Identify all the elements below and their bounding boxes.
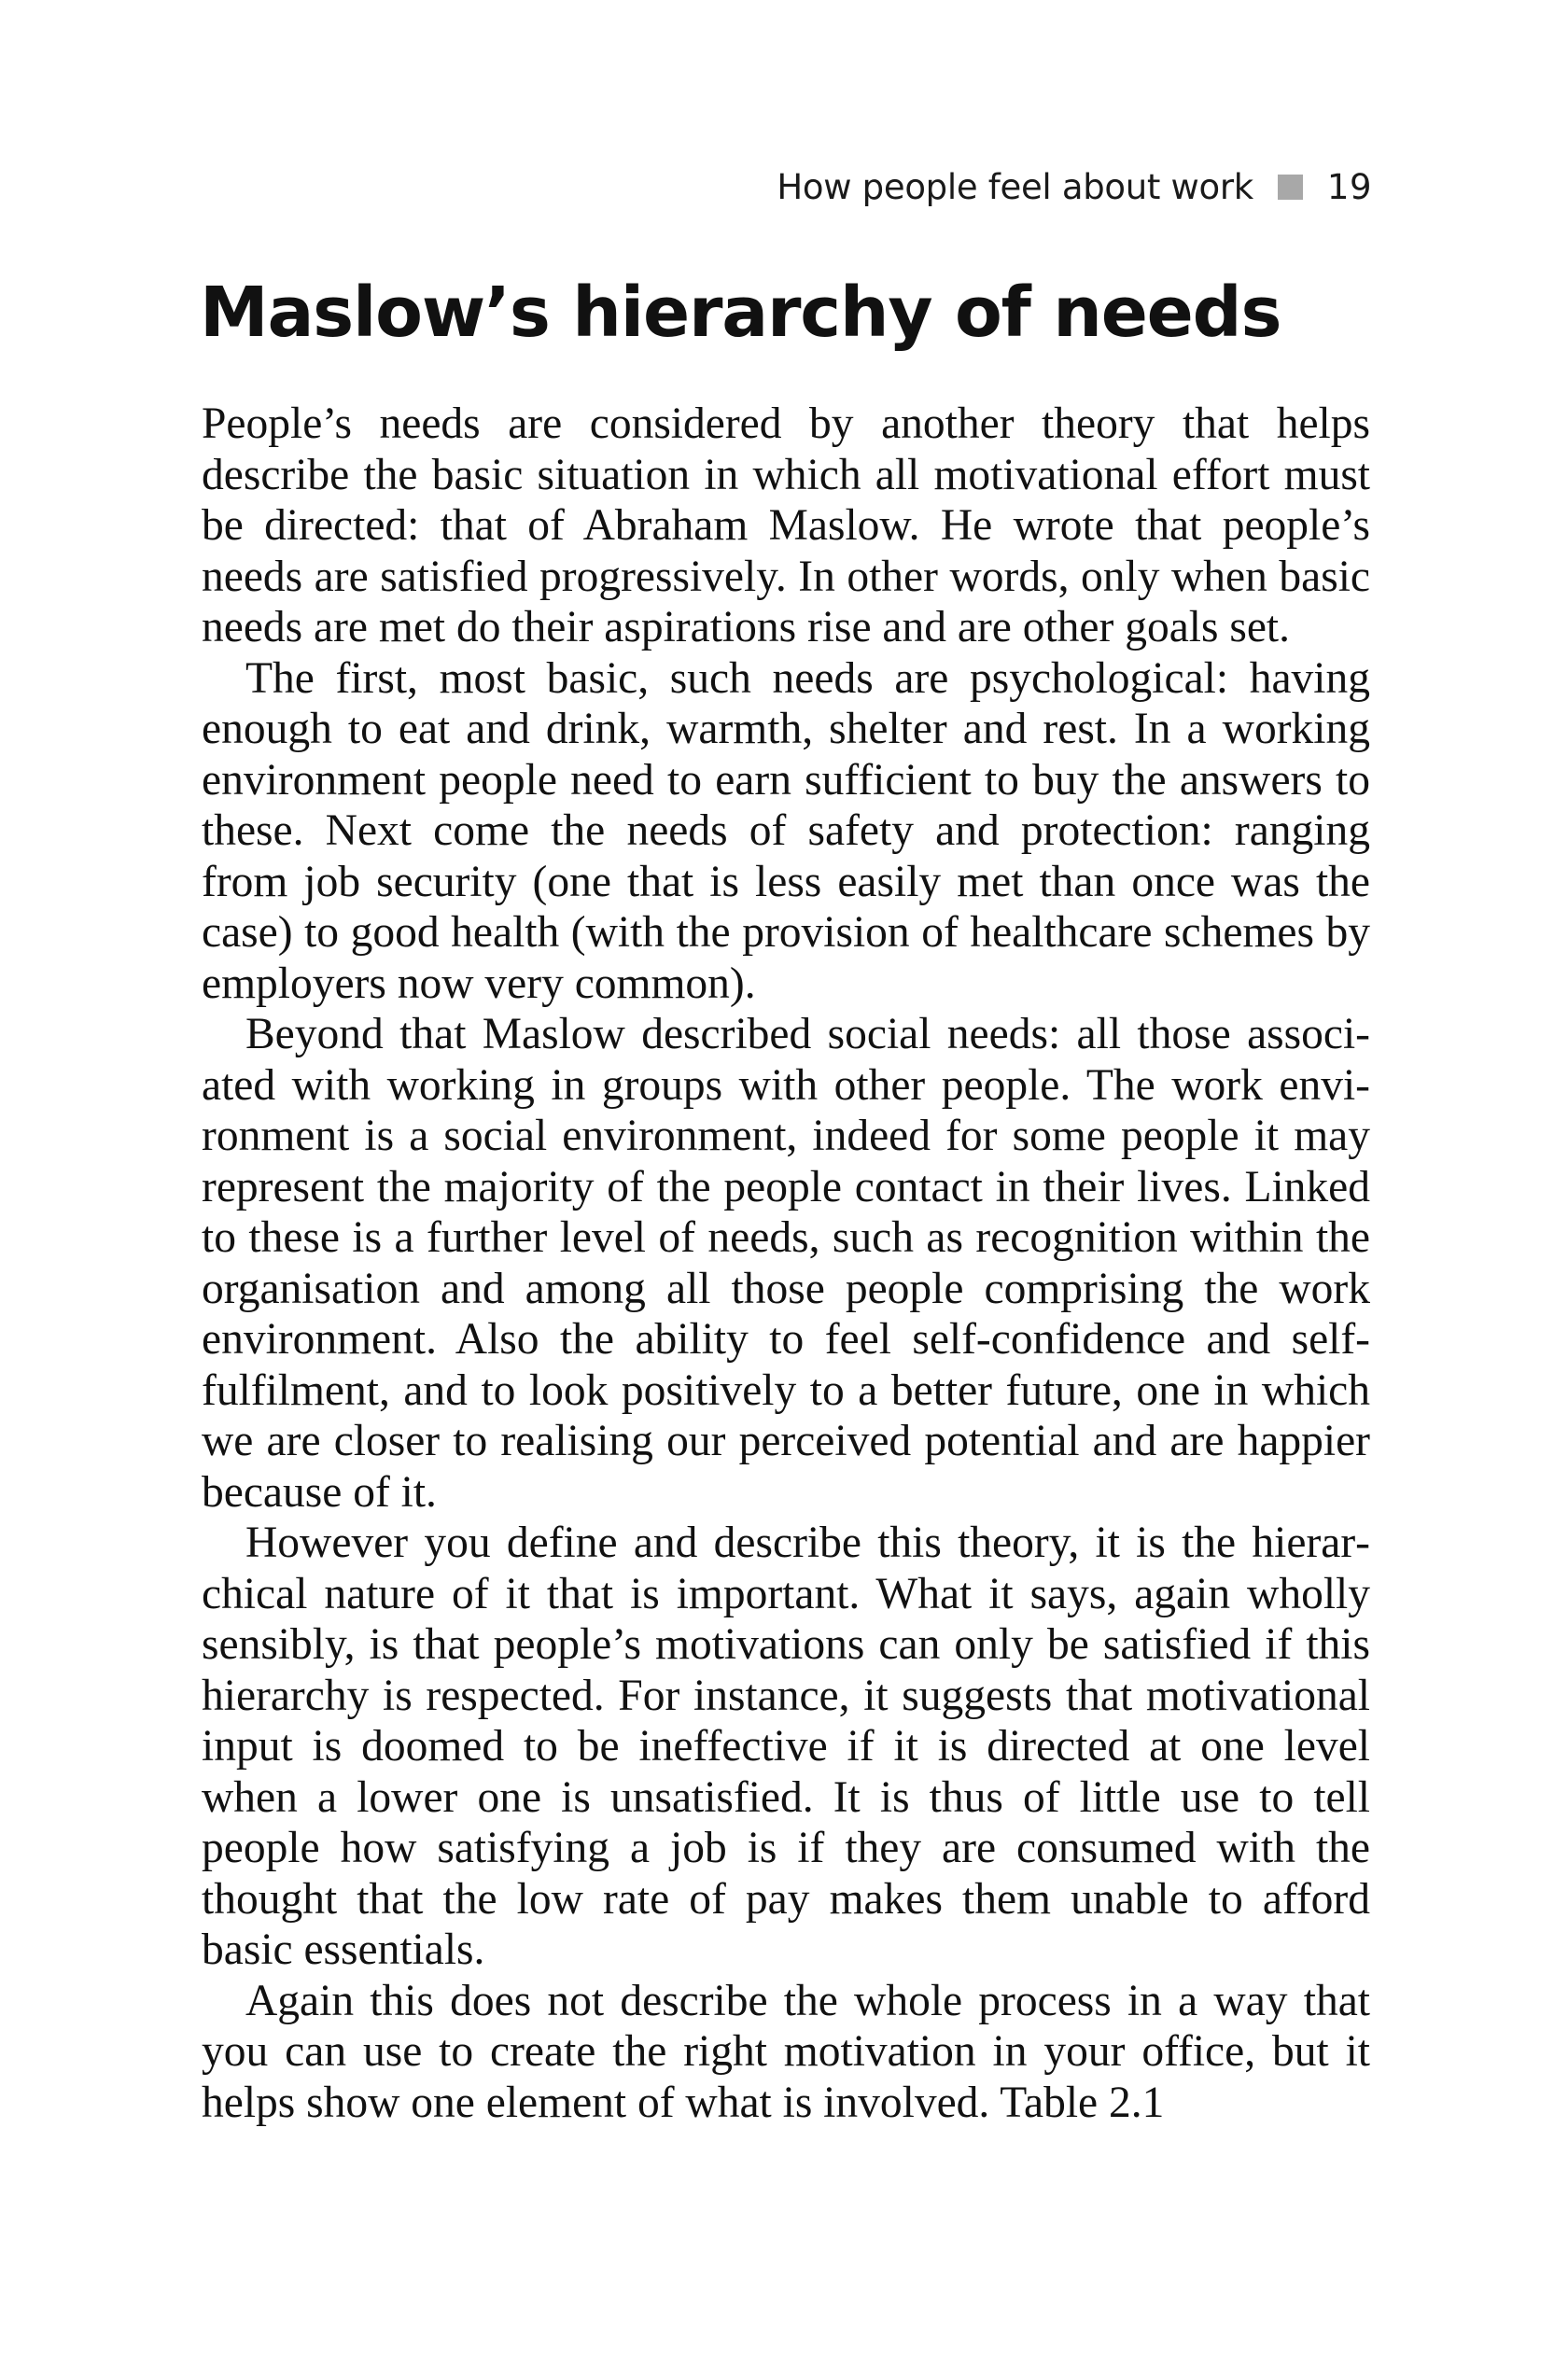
- page-number: 19: [1326, 166, 1372, 207]
- paragraph: The first, most basic, such needs are psychological: having enough to eat and drink, warmth, shelter and rest. In a working environment people need to earn sufficient to buy the answers to these. Next come the needs of safety and protection: ranging from job security (one that is less easily met than once was the case) to good health (with the provision of healthcare schemes by employers now very common).: [202, 653, 1370, 1008]
- body-text: [202, 399, 1370, 2128]
- paragraph: Beyond that Maslow described social needs: all those associated with working in groups with other people. The work environment is a social environment, indeed for some people it may represent the majority of the people contact in their lives. Linked to these is a further level of needs, such as recognition within the organisation and among all those people comprising the work environment. Also the ability to feel self-confidence and self-fulfilment, and to look positively to a better future, one in which we are closer to realising our perceived potential and are happier because of it.: [202, 1010, 1370, 1517]
- square-bullet-icon: [1278, 175, 1303, 200]
- paragraph: People’s needs are considered by another theory that helps describe the basic situation in which all motivational effort must be directed: that of Abraham Maslow. He wrote that people’s needs are satisfied progressively. In other words, only when basic needs are met do their aspirations rise and are other goals set.: [202, 399, 1370, 651]
- paragraph: However you define and describe this theory, it is the hierarchical nature of it that is important. What it says, again wholly sensibly, is that people’s motivations can only be satisfied if this hierarchy is respected. For instance, it suggests that motivational input is doomed to be ineffective if it is directed at one level when a lower one is unsatisfied. It is thus of little use to tell people how satisfying a job is if they are consumed with the thought that the low rate of pay makes them unable to afford basic essentials.: [202, 1519, 1370, 1974]
- section-heading: Maslow’s hierarchy of needs: [200, 273, 1281, 353]
- running-head-section: How people feel about work: [777, 166, 1253, 207]
- running-head: [777, 161, 1372, 213]
- paragraph: Again this does not describe the whole process in a way that you can use to create the right motivation in your office, but it helps show one element of what is involved. Table 2.1: [202, 1976, 1370, 2127]
